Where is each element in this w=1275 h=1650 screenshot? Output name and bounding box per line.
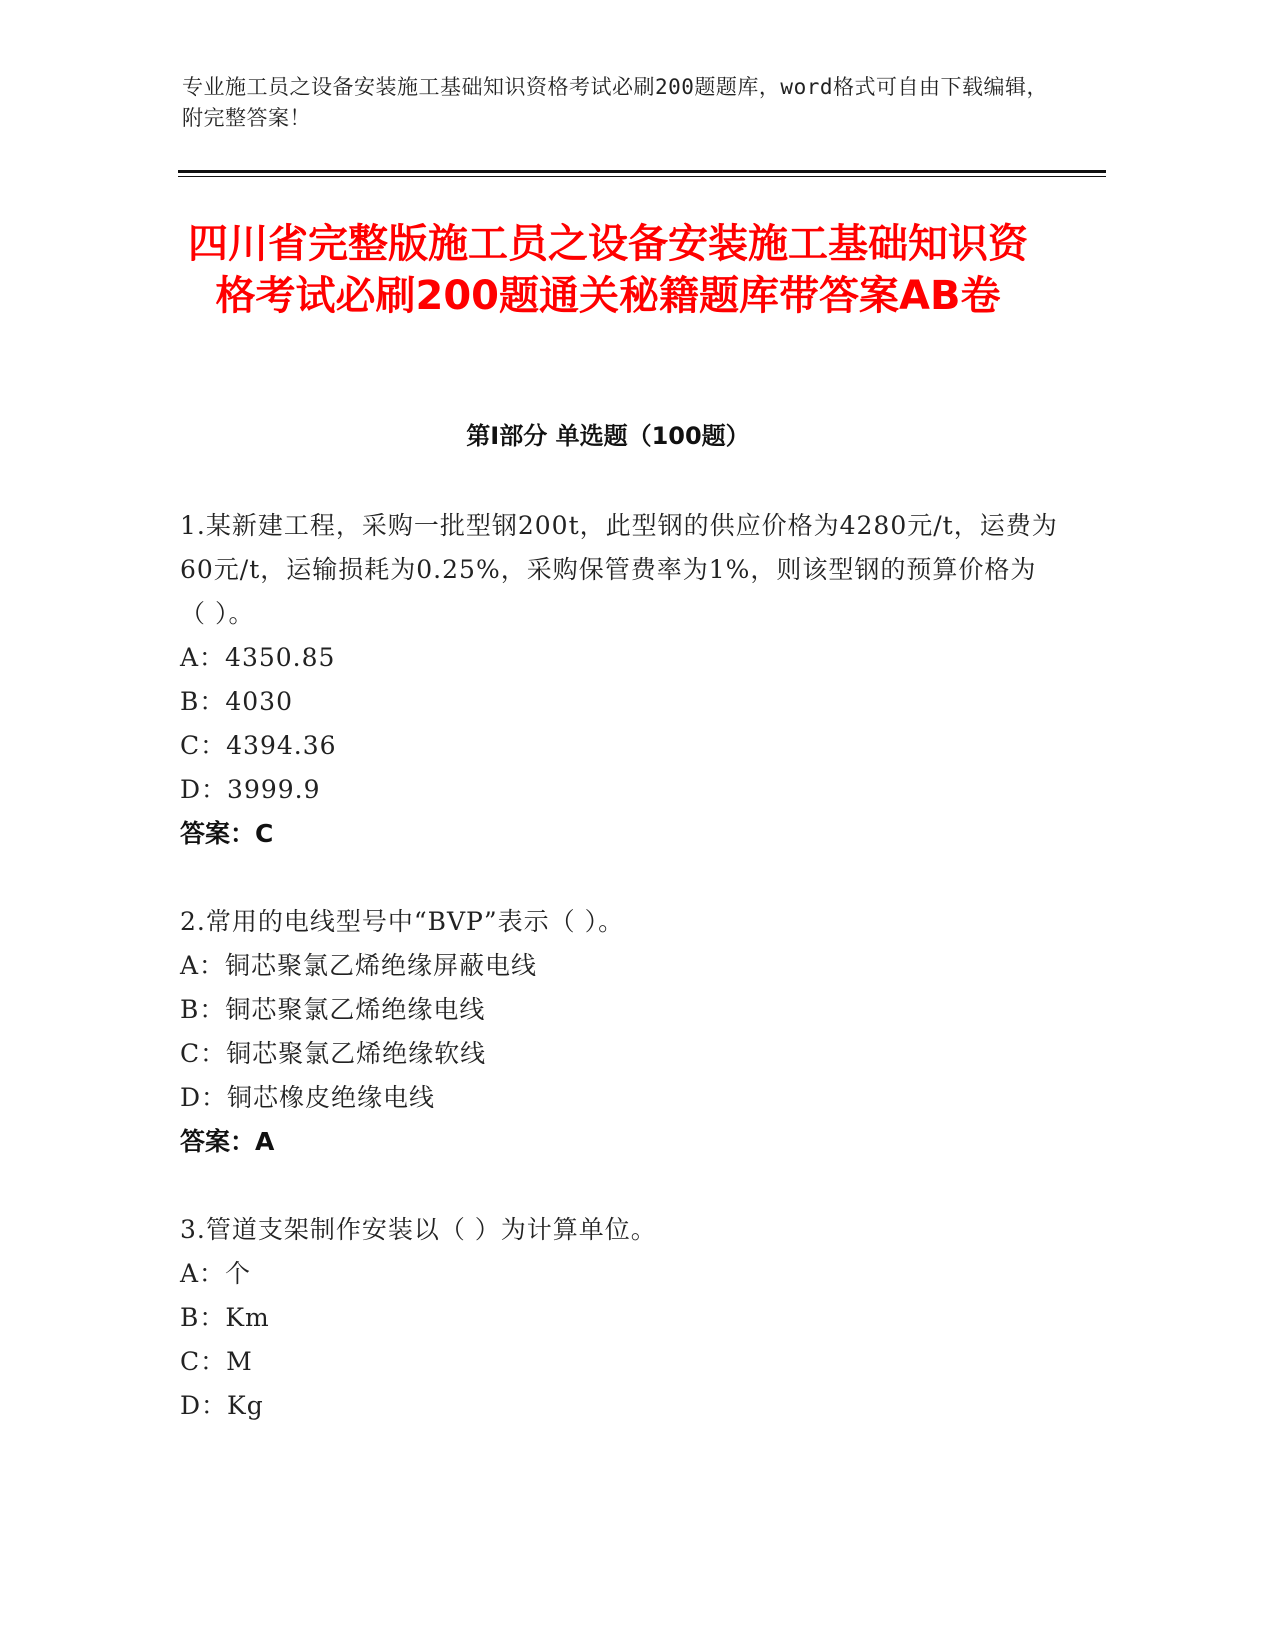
option-a: A：4350.85 (180, 643, 336, 672)
question-1 (180, 504, 1060, 856)
option-c: C：铜芯聚氯乙烯绝缘软线 (180, 1039, 487, 1068)
header-rule-thick (178, 170, 1106, 173)
option-d: D：3999.9 (180, 775, 321, 804)
header-note: 专业施工员之设备安装施工基础知识资格考试必刷200题题库，word格式可自由下载编辑，附完整答案！ (182, 75, 1048, 130)
option-b: B：Km (180, 1303, 270, 1332)
question-stem: 2.常用的电线型号中“BVP”表示（ ）。 (180, 907, 625, 936)
option-b: B：铜芯聚氯乙烯绝缘电线 (180, 995, 486, 1024)
question-stem: 1.某新建工程，采购一批型钢200t，此型钢的供应价格为4280元/t，运费为60元/t，运输损耗为0.25%，采购保管费率为1%，则该型钢的预算价格为（ ）。 (180, 511, 1058, 628)
option-c: C：4394.36 (180, 731, 337, 760)
section-title: 第I部分 单选题（100题） (466, 422, 750, 450)
option-a: A：个 (180, 1259, 252, 1288)
question-stem: 3.管道支架制作安装以（ ）为计算单位。 (180, 1215, 657, 1244)
option-d: D：铜芯橡皮绝缘电线 (180, 1083, 436, 1112)
option-c: C：M (180, 1347, 253, 1376)
answer: 答案：C (180, 819, 274, 848)
option-d: D：Kg (180, 1391, 264, 1420)
option-b: B：4030 (180, 687, 293, 716)
header-rule-thin (178, 176, 1106, 177)
question-3 (180, 1208, 1060, 1428)
answer: 答案：A (180, 1127, 275, 1156)
question-list (180, 504, 1060, 1472)
document-title: 四川省完整版施工员之设备安装施工基础知识资格考试必刷200题通关秘籍题库带答案AB卷 (188, 221, 1028, 319)
question-2 (180, 900, 1060, 1164)
option-a: A：铜芯聚氯乙烯绝缘屏蔽电线 (180, 951, 538, 980)
